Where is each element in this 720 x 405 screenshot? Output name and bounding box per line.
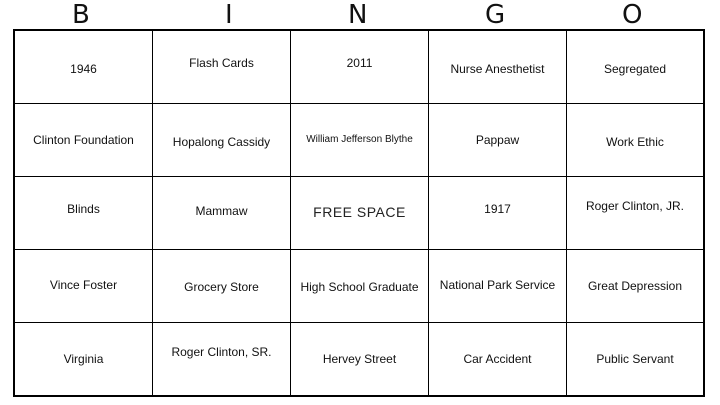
cell-text: Hopalong Cassidy (172, 135, 271, 149)
bingo-cell (291, 323, 429, 395)
bingo-cell (15, 250, 153, 323)
free-space-label: FREE SPACE (313, 204, 406, 220)
header-letter-o: O (622, 0, 644, 30)
bingo-cell (429, 177, 567, 250)
bingo-cell (291, 104, 429, 177)
free-space-cell (291, 177, 429, 250)
cell-text: Grocery Store (184, 280, 259, 294)
cell-text: Segregated (603, 62, 667, 76)
bingo-cell (291, 31, 429, 104)
bingo-cell (567, 323, 703, 395)
cell-text: Car Accident (463, 352, 532, 366)
header-letter-g: G (485, 0, 507, 30)
cell-text: Virginia (63, 352, 104, 366)
header-letter-i: I (225, 0, 234, 30)
bingo-cell (567, 177, 703, 250)
bingo-cell (15, 31, 153, 104)
cell-text: Flash Cards (189, 56, 254, 70)
cell-text: Nurse Anesthetist (450, 62, 545, 76)
cell-text: Great Depression (587, 279, 683, 293)
bingo-cell (15, 104, 153, 177)
cell-text: High School Graduate (300, 280, 419, 294)
bingo-cell (429, 31, 567, 104)
bingo-cell (153, 104, 291, 177)
cell-text: Roger Clinton, SR. (171, 345, 272, 359)
cell-text: Mammaw (195, 204, 248, 218)
cell-text: Public Servant (596, 352, 674, 366)
cell-text: William Jefferson Blythe (306, 134, 413, 145)
bingo-cell (429, 323, 567, 395)
bingo-cell (429, 104, 567, 177)
bingo-cell (153, 177, 291, 250)
header-letter-n: N (348, 0, 369, 30)
bingo-cell (15, 323, 153, 395)
bingo-cell (153, 250, 291, 323)
bingo-cell (429, 250, 567, 323)
cell-text: 2011 (346, 56, 373, 70)
bingo-cell (567, 104, 703, 177)
bingo-card-grid (13, 29, 705, 397)
bingo-cell (153, 31, 291, 104)
cell-text: Pappaw (475, 133, 520, 147)
header-letter-b: B (72, 0, 91, 30)
cell-text: Hervey Street (322, 352, 397, 366)
bingo-header (14, 0, 704, 30)
cell-text: Blinds (67, 202, 100, 216)
bingo-cell (153, 323, 291, 395)
bingo-cell (15, 177, 153, 250)
cell-text: 1917 (484, 202, 511, 216)
cell-text: Work Ethic (606, 135, 664, 149)
cell-text: National Park Service (439, 278, 556, 292)
cell-text: 1946 (70, 62, 97, 76)
bingo-cell (291, 250, 429, 323)
cell-text: Vince Foster (49, 278, 118, 292)
bingo-cell (567, 250, 703, 323)
cell-text: Clinton Foundation (33, 133, 134, 147)
cell-text: Roger Clinton, JR. (585, 199, 685, 213)
bingo-cell (567, 31, 703, 104)
